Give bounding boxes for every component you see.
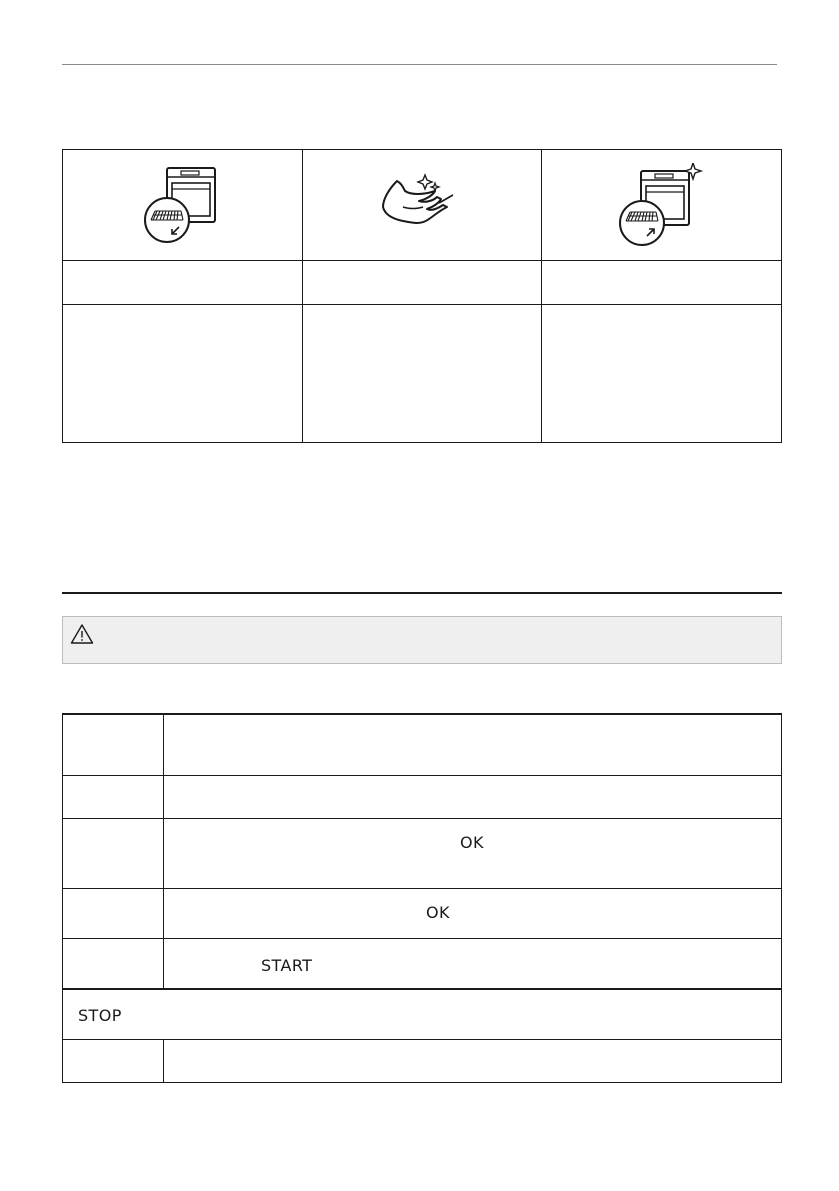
warning-triangle-icon xyxy=(70,623,94,645)
cleaning-title-cell-3 xyxy=(542,261,782,305)
ok-button-label: OK xyxy=(426,903,450,922)
step-text-cell xyxy=(164,714,782,776)
cleaning-title-cell-2 xyxy=(302,261,542,305)
step-number-cell xyxy=(63,776,164,819)
stop-button-label: STOP xyxy=(78,1006,122,1025)
step-number-cell xyxy=(63,714,164,776)
ok-button-label: OK xyxy=(460,833,484,852)
cleaning-desc-cell-1 xyxy=(63,305,303,443)
start-button-label: START xyxy=(261,956,313,975)
step-text-cell xyxy=(164,1040,782,1083)
step-number-cell xyxy=(63,939,164,990)
step-text-cell xyxy=(164,889,782,939)
section-rule xyxy=(62,592,782,594)
cleaning-cell-wipe xyxy=(302,150,542,261)
step-number-cell xyxy=(63,889,164,939)
cleaning-desc-cell-2 xyxy=(302,305,542,443)
step-number-cell xyxy=(63,1040,164,1083)
header-rule xyxy=(62,64,777,65)
step-text-cell xyxy=(164,776,782,819)
warning-box xyxy=(62,616,782,664)
wipe-hand-sparkle-icon xyxy=(377,169,467,241)
cleaning-desc-cell-3 xyxy=(542,305,782,443)
cleaning-steps-table xyxy=(62,149,782,443)
oven-remove-shelf-icon xyxy=(139,165,225,245)
oven-insert-shelf-sparkle-icon xyxy=(617,163,707,247)
stop-note-cell xyxy=(63,989,782,1040)
step-text-cell xyxy=(164,939,782,990)
step-text-cell xyxy=(164,819,782,889)
step-number-cell xyxy=(63,819,164,889)
cleaning-cell-remove-accessories xyxy=(63,150,303,261)
procedure-steps-table xyxy=(62,713,782,1083)
cleaning-cell-insert-accessories xyxy=(542,150,782,261)
cleaning-title-cell-1 xyxy=(63,261,303,305)
